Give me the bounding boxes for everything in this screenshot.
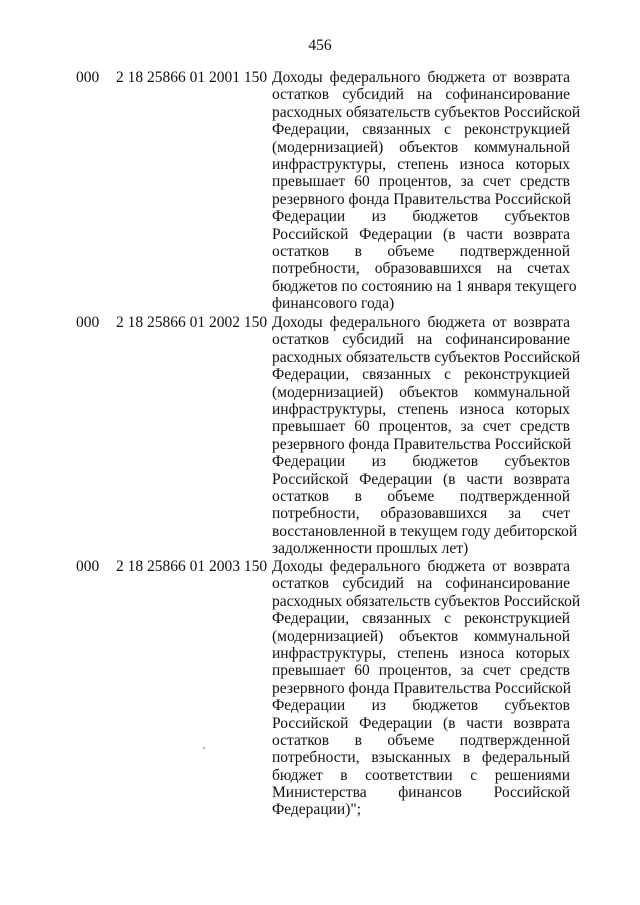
admin-code: 000 bbox=[76, 69, 100, 86]
description-line: расходных обязательств субъектов Российской bbox=[272, 348, 581, 366]
entry-description bbox=[272, 558, 581, 819]
description-line: Российской Федерации (в части возврата bbox=[272, 714, 570, 732]
description-line: Доходы федерального бюджета от возврата bbox=[272, 314, 570, 331]
page-number: 456 bbox=[308, 37, 332, 54]
description-line: остатков субсидий на софинансирование bbox=[272, 575, 570, 593]
description-line: инфраструктуры, степень износа которых bbox=[272, 155, 570, 173]
entry-description bbox=[272, 69, 581, 313]
description-line: превышает 60 процентов, за счет средств bbox=[272, 418, 570, 436]
description-line: превышает 60 процентов, за счет средств bbox=[272, 173, 570, 191]
description-line: задолженности прошлых лет) bbox=[272, 540, 469, 558]
description-line: Доходы федерального бюджета от возврата bbox=[272, 558, 570, 575]
description-line: остатков в объеме подтвержденной bbox=[272, 731, 570, 749]
description-line: (модернизацией) объектов коммунальной bbox=[272, 383, 570, 401]
description-line: потребности, взысканных в федеральный bbox=[272, 749, 570, 767]
description-line: Российской Федерации (в части возврата bbox=[272, 225, 570, 243]
admin-code: 000 bbox=[76, 558, 100, 575]
description-line: остатков субсидий на софинансирование bbox=[272, 331, 570, 349]
description-line: Российской Федерации (в части возврата bbox=[272, 470, 570, 488]
scan-speck bbox=[203, 747, 205, 749]
description-line: Федерации из бюджетов субъектов bbox=[272, 453, 570, 471]
description-line: остатков в объеме подтвержденной bbox=[272, 487, 570, 505]
description-line: Федерации из бюджетов субъектов bbox=[272, 208, 570, 226]
description-line: бюджет в соответствии с решениями bbox=[272, 766, 570, 784]
description-line: расходных обязательств субъектов Российской bbox=[272, 103, 581, 121]
description-line: Федерации, связанных с реконструкцией bbox=[272, 121, 570, 139]
description-line: Федерации, связанных с реконструкцией bbox=[272, 610, 570, 628]
description-line: инфраструктуры, степень износа которых bbox=[272, 400, 570, 418]
description-line: бюджетов по состоянию на 1 января текущего bbox=[272, 277, 577, 295]
description-line: (модернизацией) объектов коммунальной bbox=[272, 138, 570, 156]
description-line: резервного фонда Правительства Российской bbox=[272, 190, 572, 208]
description-line: потребности, образовавшихся на счетах bbox=[272, 260, 570, 278]
budget-classification-code: 2 18 25866 01 2003 150 bbox=[116, 558, 268, 575]
description-line: Министерства финансов Российской bbox=[272, 784, 570, 802]
description-line: резервного фонда Правительства Российской bbox=[272, 435, 572, 453]
description-line: резервного фонда Правительства Российской bbox=[272, 679, 572, 697]
description-line: остатков субсидий на софинансирование bbox=[272, 86, 570, 104]
budget-classification-code: 2 18 25866 01 2002 150 bbox=[116, 314, 268, 331]
description-line: финансового года) bbox=[272, 295, 395, 313]
admin-code: 000 bbox=[76, 314, 100, 331]
description-line: Федерации)"; bbox=[272, 801, 361, 819]
description-line: Федерации из бюджетов субъектов bbox=[272, 697, 570, 715]
entry-description bbox=[272, 314, 581, 558]
description-line: (модернизацией) объектов коммунальной bbox=[272, 627, 570, 645]
description-line: расходных обязательств субъектов Российской bbox=[272, 592, 581, 610]
description-line: Доходы федерального бюджета от возврата bbox=[272, 69, 570, 86]
description-line: остатков в объеме подтвержденной bbox=[272, 242, 570, 260]
description-line: Федерации, связанных с реконструкцией bbox=[272, 366, 570, 384]
description-line: превышает 60 процентов, за счет средств bbox=[272, 662, 570, 680]
description-line: потребности, образовавшихся за счет bbox=[272, 505, 570, 523]
description-line: восстановленной в текущем году дебиторской bbox=[272, 522, 578, 540]
budget-classification-code: 2 18 25866 01 2001 150 bbox=[116, 69, 268, 86]
description-line: инфраструктуры, степень износа которых bbox=[272, 644, 570, 662]
